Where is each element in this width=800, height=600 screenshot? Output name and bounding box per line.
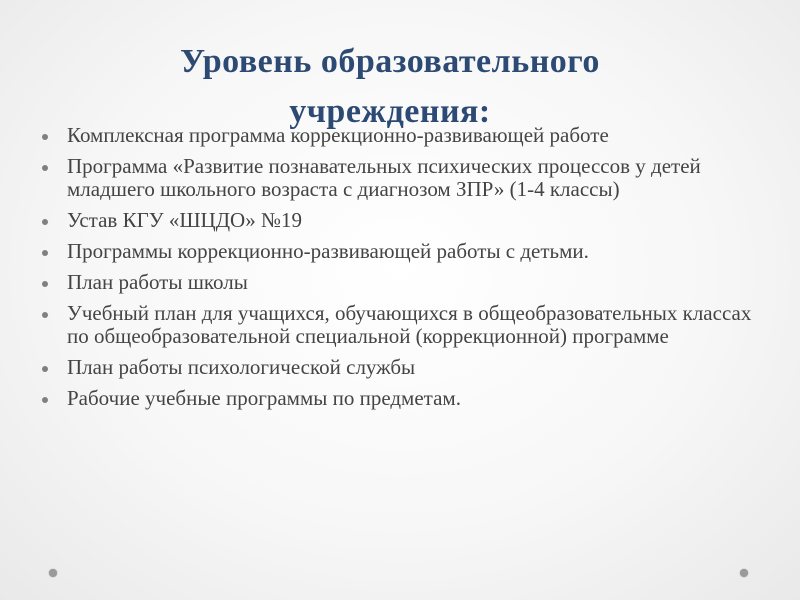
bullet-list — [42, 124, 762, 418]
right-corner-dot-icon — [740, 569, 748, 577]
left-corner-dot-icon — [49, 569, 57, 577]
bullet-icon — [42, 219, 48, 225]
bullet-text: Устав КГУ «ШЦДО» №19 — [67, 208, 302, 232]
bullet-item — [42, 240, 762, 263]
bullet-text: План работы психологической службы — [67, 355, 416, 379]
bullet-icon — [42, 281, 48, 287]
bullet-icon — [42, 312, 48, 318]
bullet-text: Программа «Развитие познавательных психических процессов у детей младшего школьного возраста с диагнозом ЗПР» (1-4 классы) — [67, 154, 701, 201]
bullet-item — [42, 124, 762, 147]
bullet-text: Рабочие учебные программы по предметам. — [67, 386, 461, 410]
bullet-item — [42, 302, 762, 348]
bullet-item — [42, 209, 762, 232]
slide-title — [0, 37, 780, 137]
bullet-item — [42, 271, 762, 294]
slide-title-line-1: Уровень образовательного — [180, 42, 600, 80]
bullet-icon — [42, 250, 48, 256]
bullet-icon — [42, 134, 48, 140]
slide-title-line-2: учреждения: — [289, 92, 491, 130]
bullet-item — [42, 356, 762, 379]
bullet-text: Комплексная программа коррекционно-развивающей работе — [67, 123, 609, 147]
bullet-text: Учебный план для учащихся, обучающихся в общеобразовательных классах по общеобразовательной специальной (коррекционной) программе — [67, 301, 752, 348]
bullet-icon — [42, 366, 48, 372]
bullet-icon — [42, 165, 48, 171]
bullet-item — [42, 387, 762, 410]
bullet-text: Программы коррекционно-развивающей работы с детьми. — [67, 239, 589, 263]
bullet-item — [42, 155, 762, 201]
bullet-text: План работы школы — [67, 270, 248, 294]
bullet-icon — [42, 397, 48, 403]
